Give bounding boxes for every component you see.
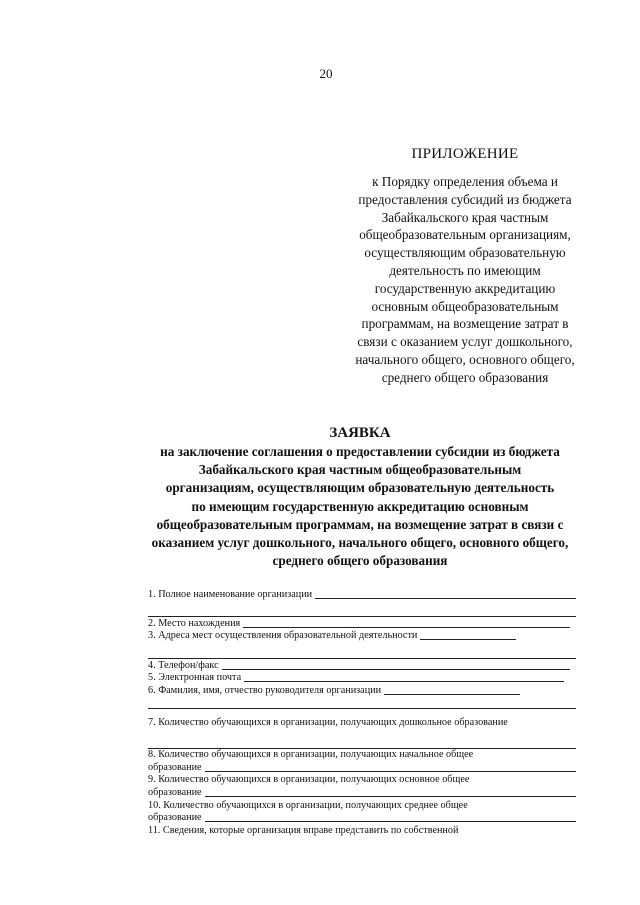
phone-fax-input-line[interactable]: [222, 659, 570, 670]
appendix-line: общеобразовательным организациям,: [359, 227, 571, 243]
field-label: 5. Электронная почта: [148, 672, 242, 684]
request-heading-block: [110, 424, 610, 570]
field-primary-count: [148, 749, 576, 762]
appendix-line: среднего общего образования: [381, 369, 549, 385]
appendix-line: деятельность по имеющим: [389, 262, 541, 278]
basic-count-input-line[interactable]: [205, 786, 576, 797]
appendix-line: государственную аккредитацию: [374, 280, 556, 296]
activity-addresses-continuation-line[interactable]: [148, 646, 576, 659]
appendix-line: начального общего, основного общего,: [355, 351, 575, 367]
appendix-line: Забайкальского края частным: [381, 209, 549, 225]
field-label: 6. Фамилия, имя, отчество руководителя организации: [148, 684, 382, 696]
page-number: 20: [319, 66, 333, 81]
field-label: образование: [148, 786, 202, 798]
appendix-line: программам, на возмещение затрат в: [361, 316, 569, 332]
field-label: 11. Сведения, которые организация вправе представить по собственной: [148, 824, 459, 836]
field-label: 1. Полное наименование организации: [148, 588, 313, 600]
primary-count-input-line[interactable]: [205, 761, 576, 772]
appendix-line: к Порядку определения объема и: [372, 174, 558, 189]
request-line: среднего общего образования: [272, 553, 448, 569]
request-title: ЗАЯВКА: [329, 425, 391, 441]
request-line: на заключение соглашения о предоставлении субсидии из бюджета: [160, 444, 560, 459]
preschool-count-input-line[interactable]: [148, 736, 576, 749]
field-email: [148, 672, 576, 685]
field-label: 2. Место нахождения: [148, 617, 241, 629]
director-name-continuation-line[interactable]: [148, 697, 576, 710]
email-input-line[interactable]: [244, 671, 564, 682]
field-phone-fax: [148, 659, 576, 672]
appendix-title: ПРИЛОЖЕНИЕ: [411, 146, 519, 162]
field-organization-name: [148, 588, 576, 601]
appendix-block: [330, 146, 600, 387]
organization-name-input-line[interactable]: [315, 588, 576, 599]
field-label: 3. Адреса мест осуществления образовательной деятельности: [148, 630, 418, 642]
appendix-line: осуществляющим образовательную: [364, 245, 566, 261]
request-line: по имеющим государственную аккредитацию основным: [191, 498, 529, 514]
field-label: 8. Количество обучающихся в организации, получающих начальное общее: [148, 749, 474, 761]
field-basic-count: [148, 774, 576, 787]
organization-name-continuation-line[interactable]: [148, 605, 576, 618]
appendix-line: связи с оказанием услуг дошкольного,: [357, 334, 573, 350]
request-line: организациям, осуществляющим образовательную деятельность: [165, 480, 555, 496]
field-secondary-count: [148, 799, 576, 812]
field-basic-count-cont: [148, 786, 576, 799]
request-form: [148, 588, 576, 837]
director-name-input-line[interactable]: [384, 684, 520, 695]
appendix-line: основным общеобразовательным: [371, 298, 559, 314]
field-label: 7. Количество обучающихся в организации, получающих дошкольное образование: [148, 716, 508, 728]
request-line: Забайкальского края частным общеобразовательным: [198, 462, 522, 478]
field-activity-addresses: [148, 630, 576, 643]
request-line: оказанием услуг дошкольного, начального общего, основного общего,: [151, 535, 569, 551]
field-director-name: [148, 684, 576, 697]
field-preschool-count: [148, 716, 576, 729]
field-label: 9. Количество обучающихся в организации, получающих основное общее: [148, 774, 470, 786]
field-label: 10. Количество обучающихся в организации, получающих среднее общее: [148, 799, 468, 811]
request-line: общеобразовательным программам, на возмещение затрат в связи с: [156, 516, 564, 532]
field-primary-count-cont: [148, 761, 576, 774]
field-location: [148, 617, 576, 630]
field-label: образование: [148, 761, 202, 773]
field-label: 4. Телефон/факс: [148, 659, 219, 671]
field-secondary-count-cont: [148, 812, 576, 825]
field-additional-info: [148, 824, 576, 837]
field-label: образование: [148, 812, 202, 824]
secondary-count-input-line[interactable]: [205, 811, 576, 822]
location-input-line[interactable]: [243, 617, 570, 628]
appendix-line: предоставления субсидий из бюджета: [358, 191, 572, 207]
activity-addresses-input-line[interactable]: [420, 629, 516, 640]
